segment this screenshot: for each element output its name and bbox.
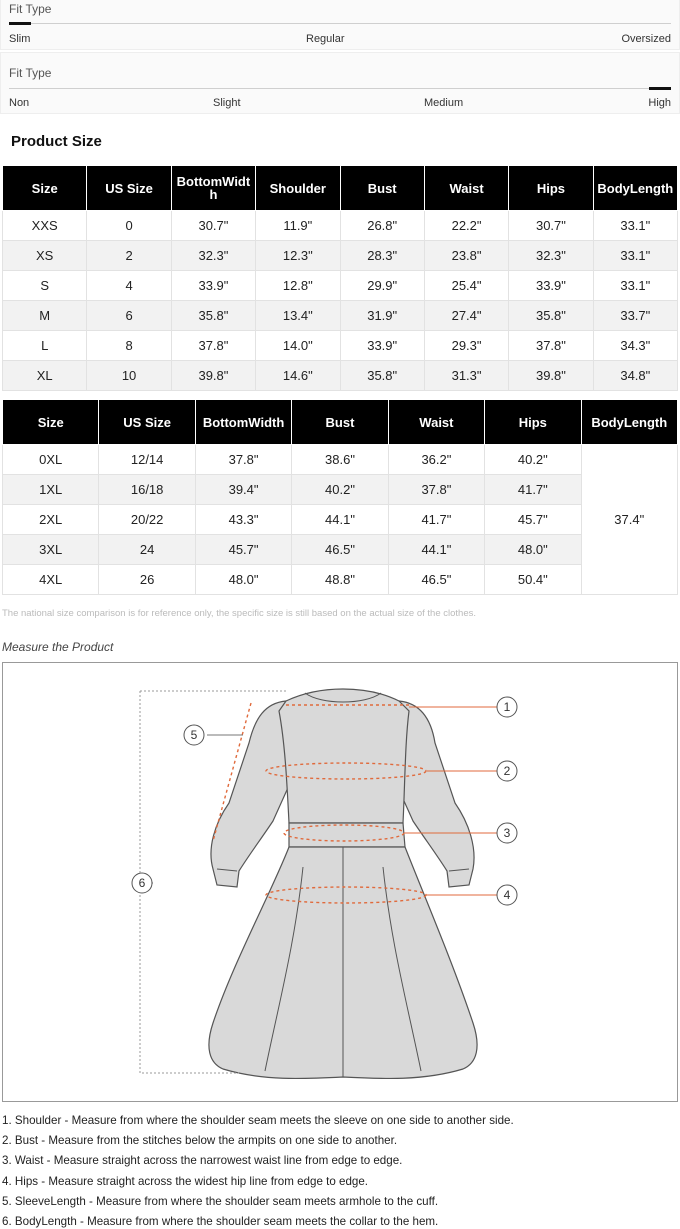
marker-1-label: 1 [503,700,511,714]
table-cell: 38.6" [292,445,388,475]
instruction-hips: 4. Hips - Measure straight across the widest hip line from edge to edge. [2,1174,369,1188]
header-shoulder: Shoulder [256,166,340,211]
table-cell: 48.0" [195,565,291,595]
table-row [3,211,678,241]
table-cell: XXS [3,211,87,241]
header-body-length: BodyLength [593,166,677,211]
table-row [3,331,678,361]
instruction-bust: 2. Bust - Measure from the stitches below the armpits on one side to another. [2,1134,398,1148]
table-cell: L [3,331,87,361]
table-cell: 0XL [3,445,99,475]
table-cell: 0 [87,211,171,241]
header-bottom-width: BottomWidth [195,400,291,445]
fit-label-non: Non [9,97,30,109]
table-cell: 48.8" [292,565,388,595]
table-cell: 12/14 [99,445,195,475]
table-row [3,271,678,301]
table-row [3,445,678,475]
table-cell: 44.1" [388,535,484,565]
table-cell: 3XL [3,535,99,565]
table-cell: 30.7" [171,211,255,241]
table-row [3,535,678,565]
table-cell: 25.4" [424,271,508,301]
table-cell: 37.8" [509,331,593,361]
header-waist: Waist [388,400,484,445]
fit-scale-track [9,88,671,89]
table-cell: 2XL [3,505,99,535]
table-cell: 44.1" [292,505,388,535]
table-cell: 46.5" [388,565,484,595]
table-cell: 33.9" [340,331,424,361]
fit-scale-title: Fit Type [9,66,52,80]
table-cell: 10 [87,361,171,391]
fit-scale-track [9,23,671,24]
table-cell: 39.4" [195,475,291,505]
instruction-shoulder: 1. Shoulder - Measure from where the shoulder seam meets the sleeve on one side to another side. [2,1114,514,1127]
table-cell: 8 [87,331,171,361]
product-size-title: Product Size [11,133,102,150]
table-row [3,475,678,505]
table-cell: 4XL [3,565,99,595]
table-cell: 14.0" [256,331,340,361]
table-cell: 26 [99,565,195,595]
table-cell: 4 [87,271,171,301]
table-cell: 12.3" [256,241,340,271]
table-header-row [3,400,678,445]
fit-label-slim: Slim [9,33,31,45]
table-cell: 45.7" [195,535,291,565]
header-bust: Bust [340,166,424,211]
size-disclaimer-note: The national size comparison is for reference only, the specific size is still based on the actual size of the clothes. [2,608,477,619]
header-size: Size [3,400,99,445]
table-cell: 2 [87,241,171,271]
fit-label-regular: Regular [306,33,345,45]
table-cell: 39.8" [509,361,593,391]
table-cell: 26.8" [340,211,424,241]
table-cell: 37.8" [171,331,255,361]
header-body-length: BodyLength [581,400,677,445]
table-header-row [3,166,678,211]
table-cell: 24 [99,535,195,565]
header-us-size: US Size [99,400,195,445]
fit-selected-marker [9,22,31,25]
header-waist: Waist [424,166,508,211]
fit-scale-labels [9,33,671,49]
measurement-diagram [2,662,678,1102]
table-cell: M [3,301,87,331]
dress-illustration [3,663,679,1103]
table-row [3,505,678,535]
marker-6-label: 6 [138,876,146,890]
table-cell: 13.4" [256,301,340,331]
table-cell: 29.3" [424,331,508,361]
header-bust: Bust [292,400,388,445]
marker-3-label: 3 [503,826,511,840]
table-cell: 45.7" [485,505,581,535]
table-cell: 33.1" [593,241,677,271]
table-cell: 20/22 [99,505,195,535]
table-cell: 34.3" [593,331,677,361]
instruction-body-length: 6. BodyLength - Measure from where the shoulder seam meets the collar to the hem. [2,1215,439,1229]
header-us-size: US Size [87,166,171,211]
table-cell: 36.2" [388,445,484,475]
table-cell: 22.2" [424,211,508,241]
table-row [3,361,678,391]
measure-title: Measure the Product [2,640,114,654]
table-row [3,241,678,271]
table-cell: 35.8" [509,301,593,331]
table-cell: 33.9" [171,271,255,301]
table-cell: 37.8" [195,445,291,475]
instruction-waist: 3. Waist - Measure straight across the narrowest waist line from edge to edge. [2,1154,403,1168]
table-cell: 37.8" [388,475,484,505]
table-cell: 40.2" [292,475,388,505]
table-cell: 29.9" [340,271,424,301]
table-cell: 11.9" [256,211,340,241]
table-cell: S [3,271,87,301]
table-cell: 35.8" [340,361,424,391]
instruction-sleeve-length: 5. SleeveLength - Measure from where the shoulder seam meets armhole to the cuff. [2,1194,439,1208]
size-table-regular [2,165,678,391]
table-cell-body-length-merged: 37.4" [581,445,677,595]
table-cell: 48.0" [485,535,581,565]
table-cell: 41.7" [388,505,484,535]
marker-4-label: 4 [503,888,511,902]
table-cell: 23.8" [424,241,508,271]
table-cell: 39.8" [171,361,255,391]
table-cell: 41.7" [485,475,581,505]
header-hips: Hips [509,166,593,211]
table-cell: 30.7" [509,211,593,241]
table-cell: 43.3" [195,505,291,535]
table-cell: 32.3" [509,241,593,271]
fit-scale-labels [9,97,671,113]
table-cell: XS [3,241,87,271]
table-cell: 35.8" [171,301,255,331]
fit-selected-marker [649,87,671,90]
table-row [3,301,678,331]
table-cell: 28.3" [340,241,424,271]
table-cell: 33.1" [593,271,677,301]
header-bottom-width: BottomWidth [171,166,255,211]
fit-label-medium: Medium [424,97,464,109]
header-hips: Hips [485,400,581,445]
table-cell: 46.5" [292,535,388,565]
table-cell: XL [3,361,87,391]
table-cell: 12.8" [256,271,340,301]
table-cell: 50.4" [485,565,581,595]
marker-5-label: 5 [190,728,198,742]
marker-2-label: 2 [503,764,511,778]
table-cell: 31.3" [424,361,508,391]
table-row [3,565,678,595]
table-cell: 33.7" [593,301,677,331]
fit-scale-2 [0,52,680,114]
table-cell: 33.9" [509,271,593,301]
fit-scale-title: Fit Type [9,2,52,16]
fit-label-slight: Slight [213,97,241,109]
table-cell: 16/18 [99,475,195,505]
fit-scale-1 [0,0,680,50]
fit-label-high: High [648,97,671,109]
fit-label-oversized: Oversized [621,33,671,45]
measurement-instructions [2,1111,678,1229]
header-size: Size [3,166,87,211]
table-cell: 14.6" [256,361,340,391]
table-cell: 6 [87,301,171,331]
table-cell: 31.9" [340,301,424,331]
table-cell: 1XL [3,475,99,505]
table-cell: 34.8" [593,361,677,391]
table-cell: 32.3" [171,241,255,271]
table-cell: 33.1" [593,211,677,241]
size-table-plus [2,399,678,595]
table-cell: 27.4" [424,301,508,331]
table-cell: 40.2" [485,445,581,475]
